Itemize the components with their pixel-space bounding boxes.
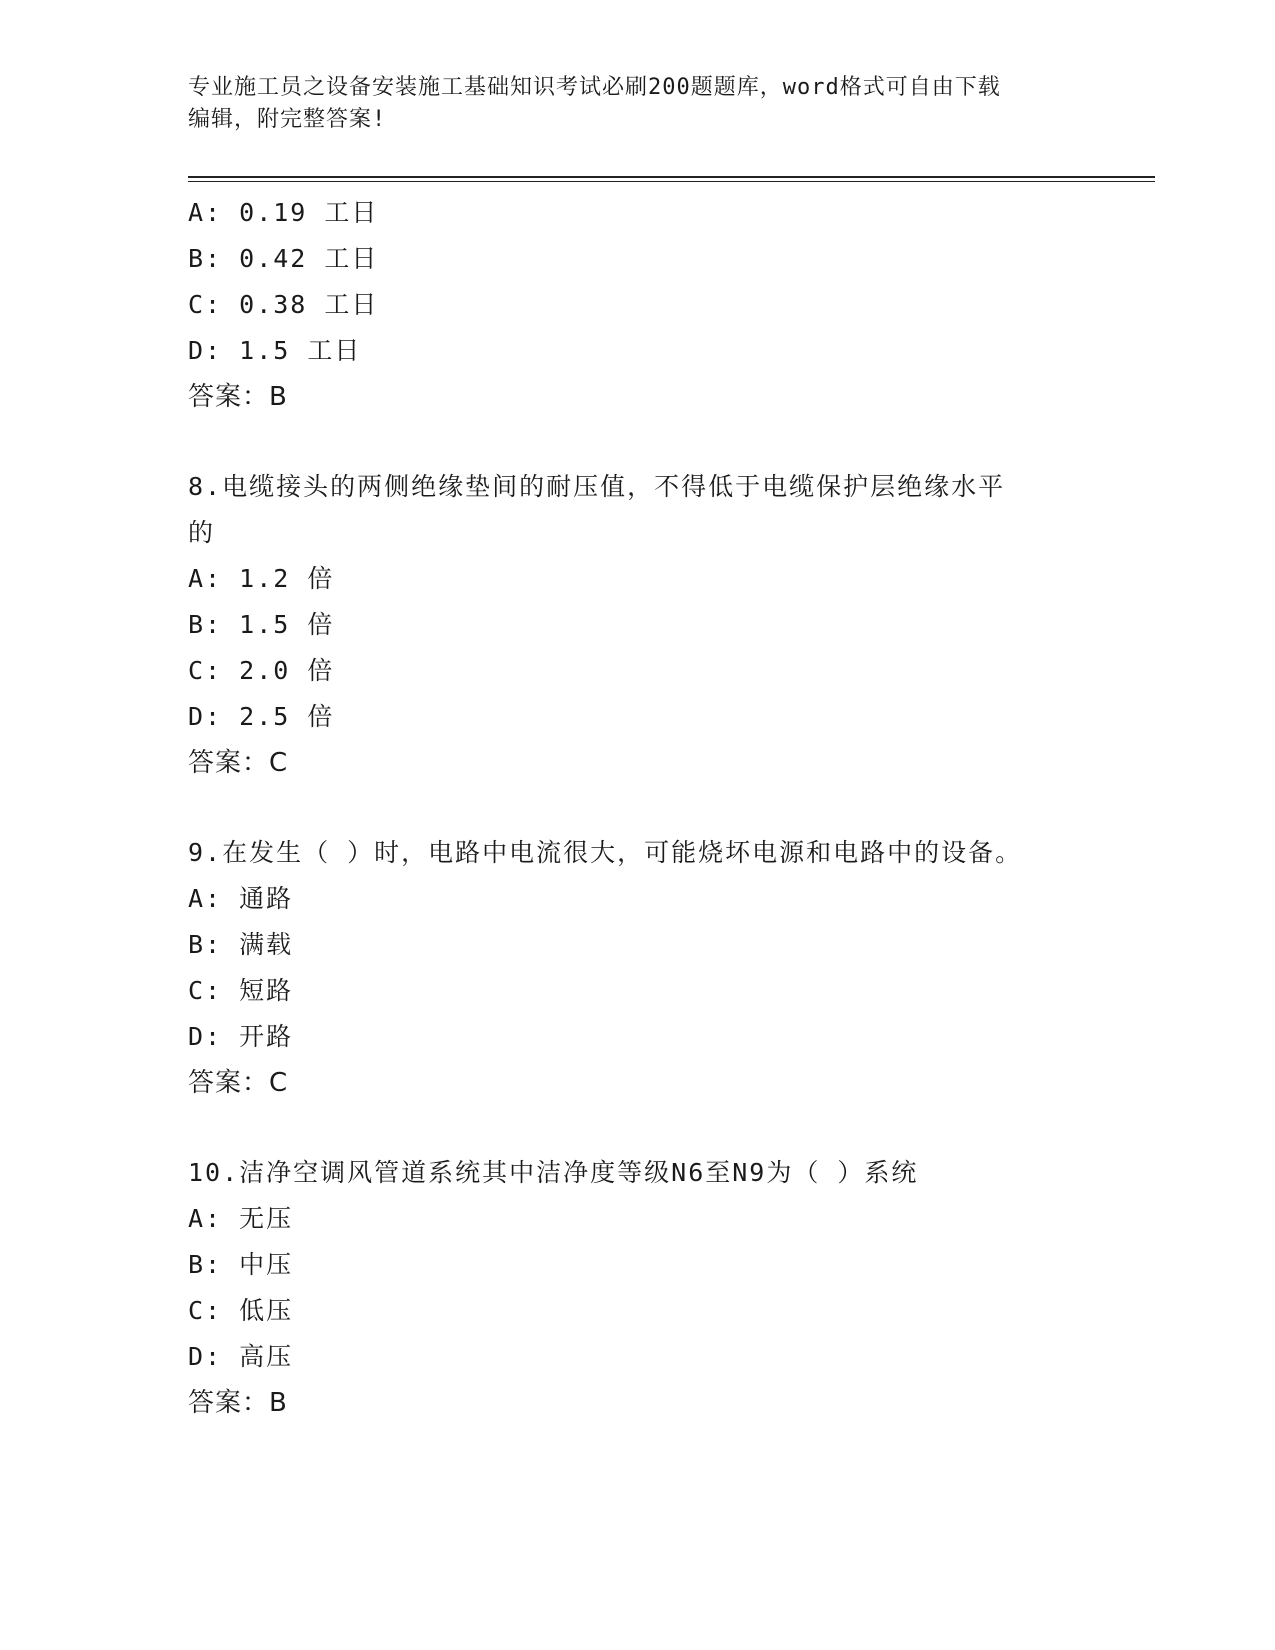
option-c: C: 短路: [188, 976, 294, 1005]
option-a: A: 通路: [188, 884, 294, 913]
option-a: A: 1.2 倍: [188, 564, 335, 593]
option-c: C: 0.38 工日: [188, 290, 379, 319]
header-title-line-1: 专业施工员之设备安装施工基础知识考试必刷200题题库，word格式可自由下载: [188, 75, 1001, 100]
answer-line: 答案：B: [188, 1388, 288, 1418]
option-a: A: 0.19 工日: [188, 198, 379, 227]
answer-line: 答案：B: [188, 382, 288, 412]
option-d: D: 2.5 倍: [188, 702, 335, 731]
question-10: [188, 1150, 1088, 1426]
answer-line: 答案：C: [188, 748, 289, 778]
question-stem-line-1: 8.电缆接头的两侧绝缘垫间的耐压值，不得低于电缆保护层绝缘水平: [188, 472, 1006, 501]
option-c: C: 低压: [188, 1296, 294, 1325]
header-divider: [188, 176, 1155, 182]
option-d: D: 开路: [188, 1022, 294, 1051]
option-c: C: 2.0 倍: [188, 656, 335, 685]
option-a: A: 无压: [188, 1204, 294, 1233]
answer-line: 答案：C: [188, 1068, 289, 1098]
header-title-line-2: 编辑，附完整答案!: [188, 107, 387, 132]
option-b: B: 满载: [188, 930, 294, 959]
option-d: D: 1.5 工日: [188, 336, 362, 365]
question-stem: 10.洁净空调风管道系统其中洁净度等级N6至N9为（ ）系统: [188, 1158, 919, 1187]
question-9: [188, 830, 1088, 1106]
question-list: [188, 190, 1088, 1426]
spacer: [188, 420, 1088, 464]
option-b: B: 中压: [188, 1250, 294, 1279]
question-stem-line-2: 的: [188, 518, 216, 547]
option-d: D: 高压: [188, 1342, 294, 1371]
document-header: [188, 72, 1088, 136]
question-7: [188, 190, 1088, 420]
option-b: B: 0.42 工日: [188, 244, 379, 273]
option-b: B: 1.5 倍: [188, 610, 335, 639]
question-8: [188, 464, 1088, 786]
question-stem: 9.在发生（ ）时，电路中电流很大，可能烧坏电源和电路中的设备。: [188, 838, 1023, 867]
spacer: [188, 786, 1088, 830]
spacer: [188, 1106, 1088, 1150]
